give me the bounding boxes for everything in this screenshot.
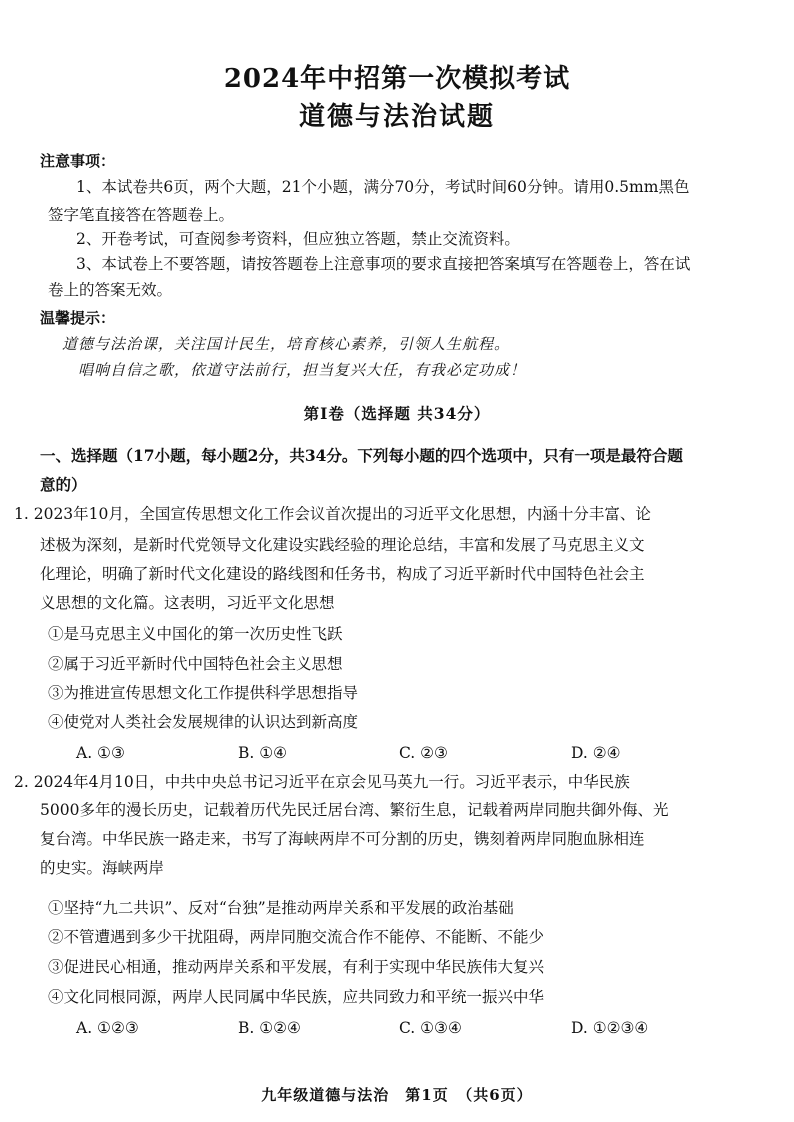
question-2-stem: 2. 2024年4月10日，中共中央总书记习近平在京会见马英九一行。习近平表示，中华民族 (14, 773, 630, 791)
question-2-stem: 5000多年的漫长历史，记载着历代先民迁居台湾、繁衍生息，记载着两岸同胞共御外侮、光 (40, 801, 669, 819)
question-2-stem: 的史实。海峡两岸 (40, 859, 165, 877)
question-2-item: ④文化同根同源，两岸人民同属中华民族，应共同致力和平统一振兴中华 (48, 988, 545, 1006)
question-1-option-b[interactable]: B. ①④ (238, 744, 288, 762)
tips-heading: 温馨提示： (40, 309, 116, 327)
exam-title: 2024年中招第一次模拟考试 (223, 64, 571, 94)
question-1-stem: 1. 2023年10月，全国宣传思想文化工作会议首次提出的习近平文化思想，内涵十分丰富、论 (14, 505, 651, 523)
notes-line: 1、本试卷共6页，两个大题，21个小题，满分70分，考试时间60分钟。请用0.5mm黑色 (76, 178, 690, 196)
part-title: 第Ⅰ卷（选择题 共34分） (303, 404, 491, 423)
notes-line: 3、本试卷上不要答题，请按答题卷上注意事项的要求直接把答案填写在答题卷上，答在试 (76, 255, 691, 273)
question-2-item: ③促进民心相通，推动两岸关系和平发展，有利于实现中华民族伟大复兴 (48, 958, 545, 976)
question-1-option-d[interactable]: D. ②④ (571, 744, 621, 762)
notes-line: 签字笔直接答在答题卷上。 (48, 206, 235, 224)
section-instruction: 意的） (40, 475, 87, 494)
question-1-item: ④使党对人类社会发展规律的认识达到新高度 (48, 713, 359, 731)
question-1-stem: 述极为深刻，是新时代党领导文化建设实践经验的理论总结，丰富和发展了马克思主义文 (40, 536, 645, 554)
notes-line: 2、开卷考试，可查阅参考资料，但应独立答题，禁止交流资料。 (76, 230, 520, 248)
tips-line: 唱响自信之歌，依道守法前行，担当复兴大任，有我必定功成！ (78, 361, 527, 379)
question-2-item: ①坚持“九二共识”、反对“台独”是推动两岸关系和平发展的政治基础 (48, 899, 514, 917)
question-1-option-c[interactable]: C. ②③ (399, 744, 448, 762)
question-2-option-c[interactable]: C. ①③④ (399, 1019, 462, 1037)
question-2-option-d[interactable]: D. ①②③④ (571, 1019, 649, 1037)
question-2-option-b[interactable]: B. ①②④ (238, 1019, 301, 1037)
question-1-stem: 化理论，明确了新时代文化建设的路线图和任务书，构成了习近平新时代中国特色社会主 (40, 565, 645, 583)
notes-line: 卷上的答案无效。 (48, 281, 173, 299)
question-1-item: ③为推进宣传思想文化工作提供科学思想指导 (48, 684, 359, 702)
question-1-stem: 义思想的文化篇。这表明，习近平文化思想 (40, 594, 335, 612)
tips-line: 道德与法治课，关注国计民生，培育核心素养，引领人生航程。 (62, 335, 511, 353)
section-instruction: 一、选择题（17小题，每小题2分，共34分。下列每小题的四个选项中，只有一项是最符合题 (40, 446, 683, 465)
question-1-option-a[interactable]: A. ①③ (76, 744, 125, 762)
question-1-item: ②属于习近平新时代中国特色社会主义思想 (48, 655, 343, 673)
question-2-option-a[interactable]: A. ①②③ (76, 1019, 139, 1037)
question-2-stem: 复台湾。中华民族一路走来，书写了海峡两岸不可分割的历史，镌刻着两岸同胞血脉相连 (40, 830, 645, 848)
notes-heading: 注意事项： (40, 152, 116, 170)
page-footer: 九年级道德与法治 第1页 （共6页） (261, 1086, 533, 1104)
question-1-item: ①是马克思主义中国化的第一次历史性飞跃 (48, 625, 343, 643)
question-2-item: ②不管遭遇到多少干扰阻碍，两岸同胞交流合作不能停、不能断、不能少 (48, 928, 545, 946)
exam-subtitle: 道德与法治试题 (298, 102, 495, 132)
